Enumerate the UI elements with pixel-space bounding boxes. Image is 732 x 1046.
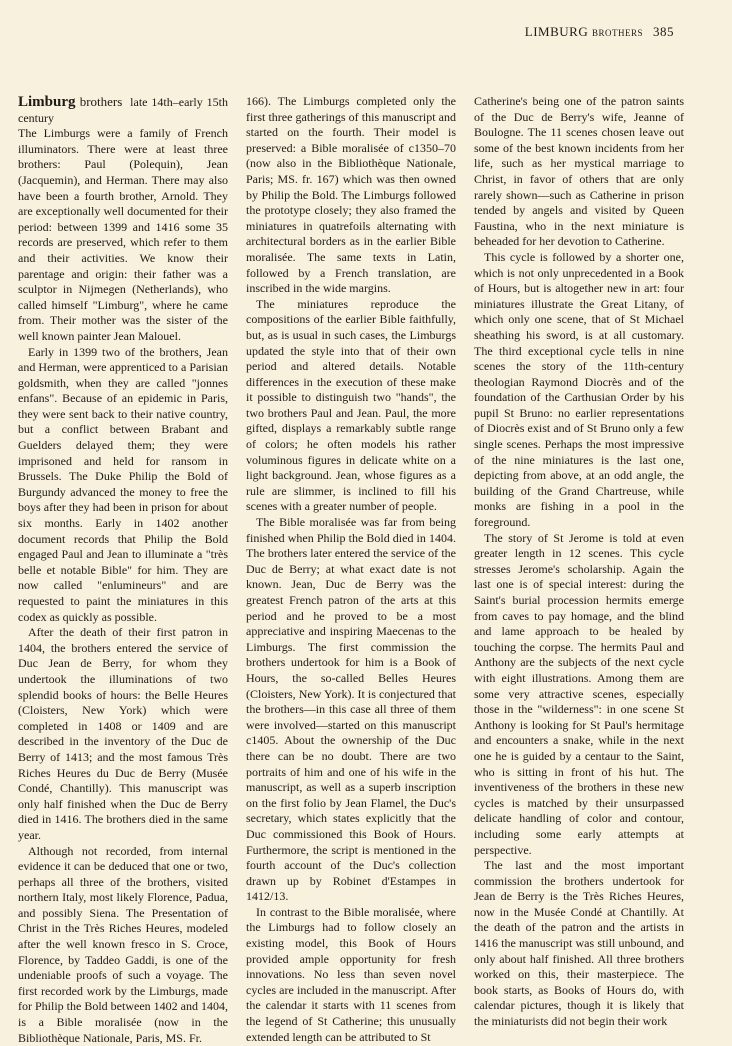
paragraph: This cycle is followed by a shorter one, which is not only unprecedented in a Book of Hours, but is altogether new in art: four miniatures illustrate the Great Litany, of which only one scene, that of St Michael sheathing his sword, is at all customary. The third exceptional cycle tells in nine scenes the story of the 11th-century theologian Raymond Diocrès and of the foundation of the Carthusian Order by his pupil St Bruno: no earlier representations of Diocrès exist and of St Bruno only a few single scenes. Perhaps the most impressive of the nine miniatures is the last one, depicting from above, at an odd angle, the building of the Grand Chartreuse, while monks are fishing in a pool in the foreground. <box>474 250 684 531</box>
paragraph: The Bible moralisée was far from being finished when Philip the Bold died in 1404. The brothers later entered the service of the Duc de Berry; at what exact date is not known. Jean, Duc de Berry was the greatest French patron of the arts at this period and he proved to be a most appreciative and inspiring Maecenas to the Limburgs. The first commission the brothers undertook for him is a Book of Hours, the so-called Belles Heures (Cloisters, New York). It is conjectured that the brothers—in this case all three of them were involved—started on this manuscript c1405. About the ownership of the Duc there can be no doubt. There are two portraits of him and one of his wife in the manuscript, as well as a superb inscription on the first folio by Jean Flamel, the Duc's secretary, which states explicitly that the Duc commissioned this Book of Hours. Furthermore, the script is mentioned in the fourth account of the Duc's collection drawn up by Robinet d'Estampes in 1412/13. <box>246 515 456 905</box>
paragraph: After the death of their first patron in 1404, the brothers entered the service of Duc Jean de Berry, for whom they undertook the illuminations of two splendid books of hours: the Belle Heures (Cloisters, New York) which were completed in 1408 or 1409 and are described in the inventory of the Duc de Berry of 1413; and the most famous Très Riches Heures du Duc de Berry (Musée Condé, Chantilly). This manuscript was only half finished when the Duc de Berry died in 1416. The brothers died in the same year. <box>18 625 228 843</box>
paragraph: Catherine's being one of the patron saints of the Duc de Berry's wife, Jeanne of Boulogne. The 11 scenes chosen leave out some of the best known incidents from her life, such as her mystical marriage to Christ, in favor of others that are only rarely shown—such as Catherine in prison tended by angels and visited by Queen Faustina, who in the next miniature is beheaded for her devotion to Catherine. <box>474 94 684 250</box>
entry-headword-rest: brothers <box>76 94 123 109</box>
paragraph: The story of St Jerome is told at even greater length in 12 scenes. This cycle stresses Jerome's scholarship. Again the last one is of special interest: during the Saint's burial procession hermits emerge from caves to pay homage, and the blind and lame approach to be healed by touching the corpse. The hermits Paul and Anthony are the subjects of the next cycle with eight illustrations. Among them are some very attractive scenes, especially those in the "wilderness": in one scene St Anthony is looking for St Paul's hermitage and encounters a snake, while in the next one he is guided by a centaur to the Saint, who is sitting in front of his hut. The inventiveness of the brothers in these new cycles is matched by their unsurpassed delicate handling of color and contour, including some early attempts at perspective. <box>474 531 684 858</box>
column-2 <box>246 94 456 1046</box>
paragraph: The last and the most important commission the brothers undertook for Jean de Berry is the Très Riches Heures, now in the Musée Condé at Chantilly. At the death of the patron and the artists in 1416 the manuscript was still unbound, and only about half finished. All three brothers worked on this, their masterpiece. The book starts, as Books of Hours do, with calendar pictures, though it is likely that the miniaturists did not begin their work <box>474 858 684 1030</box>
entry-heading <box>18 94 228 126</box>
paragraph: Early in 1399 two of the brothers, Jean and Herman, were apprenticed to a Parisian goldsmith, when they are called "jonnes enfans". Because of an epidemic in Paris, they were sent back to their native country, but a conflict between Brabant and Guelders delayed them; they were imprisoned and held for ransom in Brussels. The Duke Philip the Bold of Burgundy advanced the money to free the boys after they had been in prison for about six months. Early in 1402 another document records that Philip the Bold engaged Paul and Jean to illuminate a "très belle et notable Bible" for him. They are now called "enlumineurs" and are requested to paint the miniatures in this codex as quickly as possible. <box>18 345 228 626</box>
page-number: 385 <box>653 24 674 39</box>
column-1 <box>18 94 228 1046</box>
text-columns <box>18 94 684 1046</box>
entry-dates: late 14th–early 15th century <box>18 95 228 125</box>
paragraph: 166). The Limburgs completed only the first three gatherings of this manuscript and started on the fourth. Their model is preserved: a Bible moralisée of c1350–70 (now also in the Bibliothèque Nationale, Paris; MS. fr. 167) which was then owned by Philip the Bold. The Limburgs followed the prototype closely; they also framed the miniatures in quatrefoils alternating with architectural borders as in the earlier Bible moralisée. The same texts in Latin, followed by a French translation, are inscribed in the wide margins. <box>246 94 456 297</box>
column-3 <box>474 94 684 1046</box>
paragraph: In contrast to the Bible moralisée, where the Limburgs had to follow closely an existing model, this Book of Hours provided ample opportunity for fresh innovations. No less than seven novel cycles are included in the manuscript. After the calendar it starts with 11 scenes from the legend of St Catherine; this unusually extended length can be attributed to St <box>246 905 456 1045</box>
paragraph: Although not recorded, from internal evidence it can be deduced that one or two, perhaps all three of the brothers, visited northern Italy, most likely Florence, Padua, and possibly Siena. The Presentation of Christ in the Très Riches Heures, modeled after the well known fresco in S. Croce, Florence, by Taddeo Gaddi, is one of the undeniable proofs of such a voyage. The first recorded work by the Limburgs, made for Philip the Bold between 1402 and 1404, is a Bible moralisée (now in the Bibliothèque Nationale, Paris, MS. Fr. <box>18 844 228 1046</box>
entry-headword: Limburg <box>18 94 76 110</box>
paragraph: The miniatures reproduce the compositions of the earlier Bible faithfully, but, as is usual in such cases, the Limburgs updated the style into that of their own period and altered details. Notable differences in the execution of these make it possible to distinguish two "hands", the two brothers Paul and Jean. Paul, the more gifted, displays a remarkably subtle range of colors; he often models his rather voluminous figures in delicate white on a light background. Jean, whose figures as a rule are slimmer, is inclined to fill his scenes with a greater number of people. <box>246 297 456 515</box>
running-head-title: LIMBURG brothers <box>525 24 643 39</box>
paragraph: The Limburgs were a family of French illuminators. There were at least three brothers: Paul (Polequin), Jean (Jacquemin), and Herman. There may also have been a fourth brother, Arnold. They are exceptionally well documented for their period: between 1399 and 1416 some 35 records are preserved, which refer to them and their activities. We know their parentage and origin: their father was a sculptor in Nijmegen (Netherlands), who called himself "Limburg", where he came from. Their mother was the sister of the well known painter Jean Malouel. <box>18 126 228 344</box>
running-head <box>525 24 674 40</box>
